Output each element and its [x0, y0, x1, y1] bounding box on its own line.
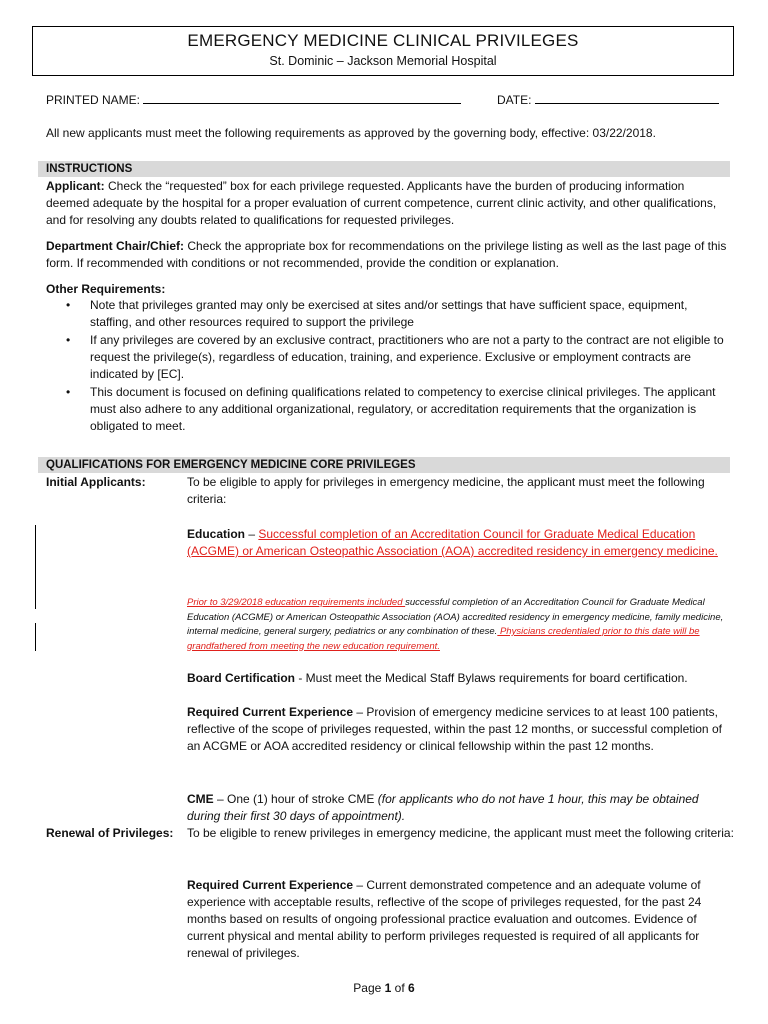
cme-italic: (for applicants who do not have 1 hour, this may be obtained during their first 30 days of appointment). [187, 792, 699, 823]
page-word: Page [353, 981, 385, 995]
initial-intro: To be eligible to apply for privileges in emergency medicine, the applicant must meet the following criteria: [187, 475, 705, 506]
experience-label: Required Current Experience [187, 705, 354, 719]
cme-paragraph [187, 791, 735, 825]
bullet-icon: • [66, 298, 71, 312]
applicant-text: Check the “requested” box for each privilege requested. Applicants have the burden of producing information deemed adequate by the hospital for a proper evaluation of current competence, current clinic activity, and other qualifications, and for resolving any doubts related to qualifications for requested privileges. [46, 179, 717, 227]
prior-note-text: successful completion of an Accreditation Council for Graduate Medical Education (ACGME) or American Osteopathic Association (AOA) accredited residency in emergency medicine, family medicine, internal medicine, general surgery, pediatrics or any combination of these. [187, 597, 724, 637]
bullet-icon: • [66, 385, 71, 399]
renewal-intro: To be eligible to renew privileges in emergency medicine, the applicant must meet the following criteria: [187, 826, 734, 840]
document-title: EMERGENCY MEDICINE CLINICAL PRIVILEGES [187, 31, 579, 50]
change-bar [35, 623, 36, 651]
list-item-text: This document is focused on defining qualifications related to competency to exercise clinical privileges. The applicant must also adhere to any additional organizational, regulatory, or accreditation requirements that the organization is obligated to meet. [90, 385, 716, 433]
printed-name-field[interactable] [46, 93, 461, 107]
page-number: 1 [384, 981, 392, 995]
list-item-text: Note that privileges granted may only be exercised at sites and/or settings that have sufficient space, equipment, staffing, and other resources required to support the privilege [90, 298, 688, 329]
applicant-paragraph [46, 178, 728, 229]
page-footer [0, 981, 768, 995]
renewal-exp-label: Required Current Experience [187, 878, 354, 892]
chair-label: Department Chair/Chief: [46, 239, 185, 253]
date-field[interactable] [497, 93, 719, 107]
experience-paragraph [187, 704, 735, 755]
experience-text: – Provision of emergency medicine services to at least 100 patients, reflective of the scope of privileges requested, within the past 12 months, or successful completion of an ACGME or AOA accredited residency or clinical fellowship within the past 12 months. [187, 705, 722, 753]
education-text: Successful completion of an Accreditation Council for Graduate Medical Education (ACGME) or American Osteopathic Association (AOA) accredited residency in emergency medicine. [187, 527, 718, 558]
education-paragraph [187, 526, 735, 560]
printed-name-label: PRINTED NAME: [46, 93, 141, 107]
page-total: 6 [408, 981, 415, 995]
other-label-text: Other Requirements: [46, 282, 166, 296]
list-item [46, 332, 728, 383]
requirements-list [46, 297, 728, 436]
list-item-text: If any privileges are covered by an exclusive contract, practitioners who are not a party to the contract are not eligible to request the privilege(s), regardless of education, training, and experience. Exclusive or employment contracts are indicated by [EC]. [90, 333, 724, 381]
title-box [32, 26, 734, 76]
date-label: DATE: [497, 93, 532, 107]
education-dash: – [245, 527, 259, 541]
prior-requirements-note [187, 596, 735, 654]
prior-note-red-end: Physicians credentialed prior to this date will be grandfathered from meeting the new education requirement. [187, 626, 700, 652]
renewal-experience-paragraph [187, 877, 735, 962]
qualifications-heading: QUALIFICATIONS FOR EMERGENCY MEDICINE CORE PRIVILEGES [38, 457, 730, 473]
printed-name-line[interactable] [143, 93, 461, 104]
renewal-exp-text: – Current demonstrated competence and an adequate volume of experience with acceptable results, reflective of the scope of privileges requested, for the past 24 months based on results of ongoing professional practice evaluation and outcomes. Evidence of current physical and mental ability to perform privileges requested is required of all applicants for renewal of privileges. [187, 878, 702, 960]
board-certification-paragraph [187, 670, 735, 687]
initial-applicants-label: Initial Applicants: [46, 475, 146, 489]
change-bar [35, 525, 36, 609]
education-label: Education [187, 527, 246, 541]
cme-text: – One (1) hour of stroke CME [213, 792, 378, 806]
list-item [46, 297, 728, 331]
bullet-icon: • [66, 333, 71, 347]
renewal-label: Renewal of Privileges: [46, 826, 174, 840]
applicant-label: Applicant: [46, 179, 105, 193]
chair-paragraph [46, 238, 728, 272]
chair-text: Check the appropriate box for recommendations on the privilege listing as well as the last page of this form. If recommended with conditions or not recommended, provide the condition or explanation. [46, 239, 727, 270]
board-label: Board Certification [187, 671, 296, 685]
board-text: - Must meet the Medical Staff Bylaws requirements for board certification. [295, 671, 688, 685]
list-item [46, 384, 728, 435]
cme-label: CME [187, 792, 214, 806]
of-word: of [391, 981, 409, 995]
instructions-heading: INSTRUCTIONS [38, 161, 730, 177]
date-line[interactable] [535, 93, 719, 104]
intro-text: All new applicants must meet the following requirements as approved by the governing body, effective: 03/22/2018. [46, 126, 656, 140]
hospital-name: St. Dominic – Jackson Memorial Hospital [269, 54, 497, 68]
other-requirements-label [46, 281, 728, 298]
prior-note-red: Prior to 3/29/2018 education requirements included [187, 597, 406, 608]
